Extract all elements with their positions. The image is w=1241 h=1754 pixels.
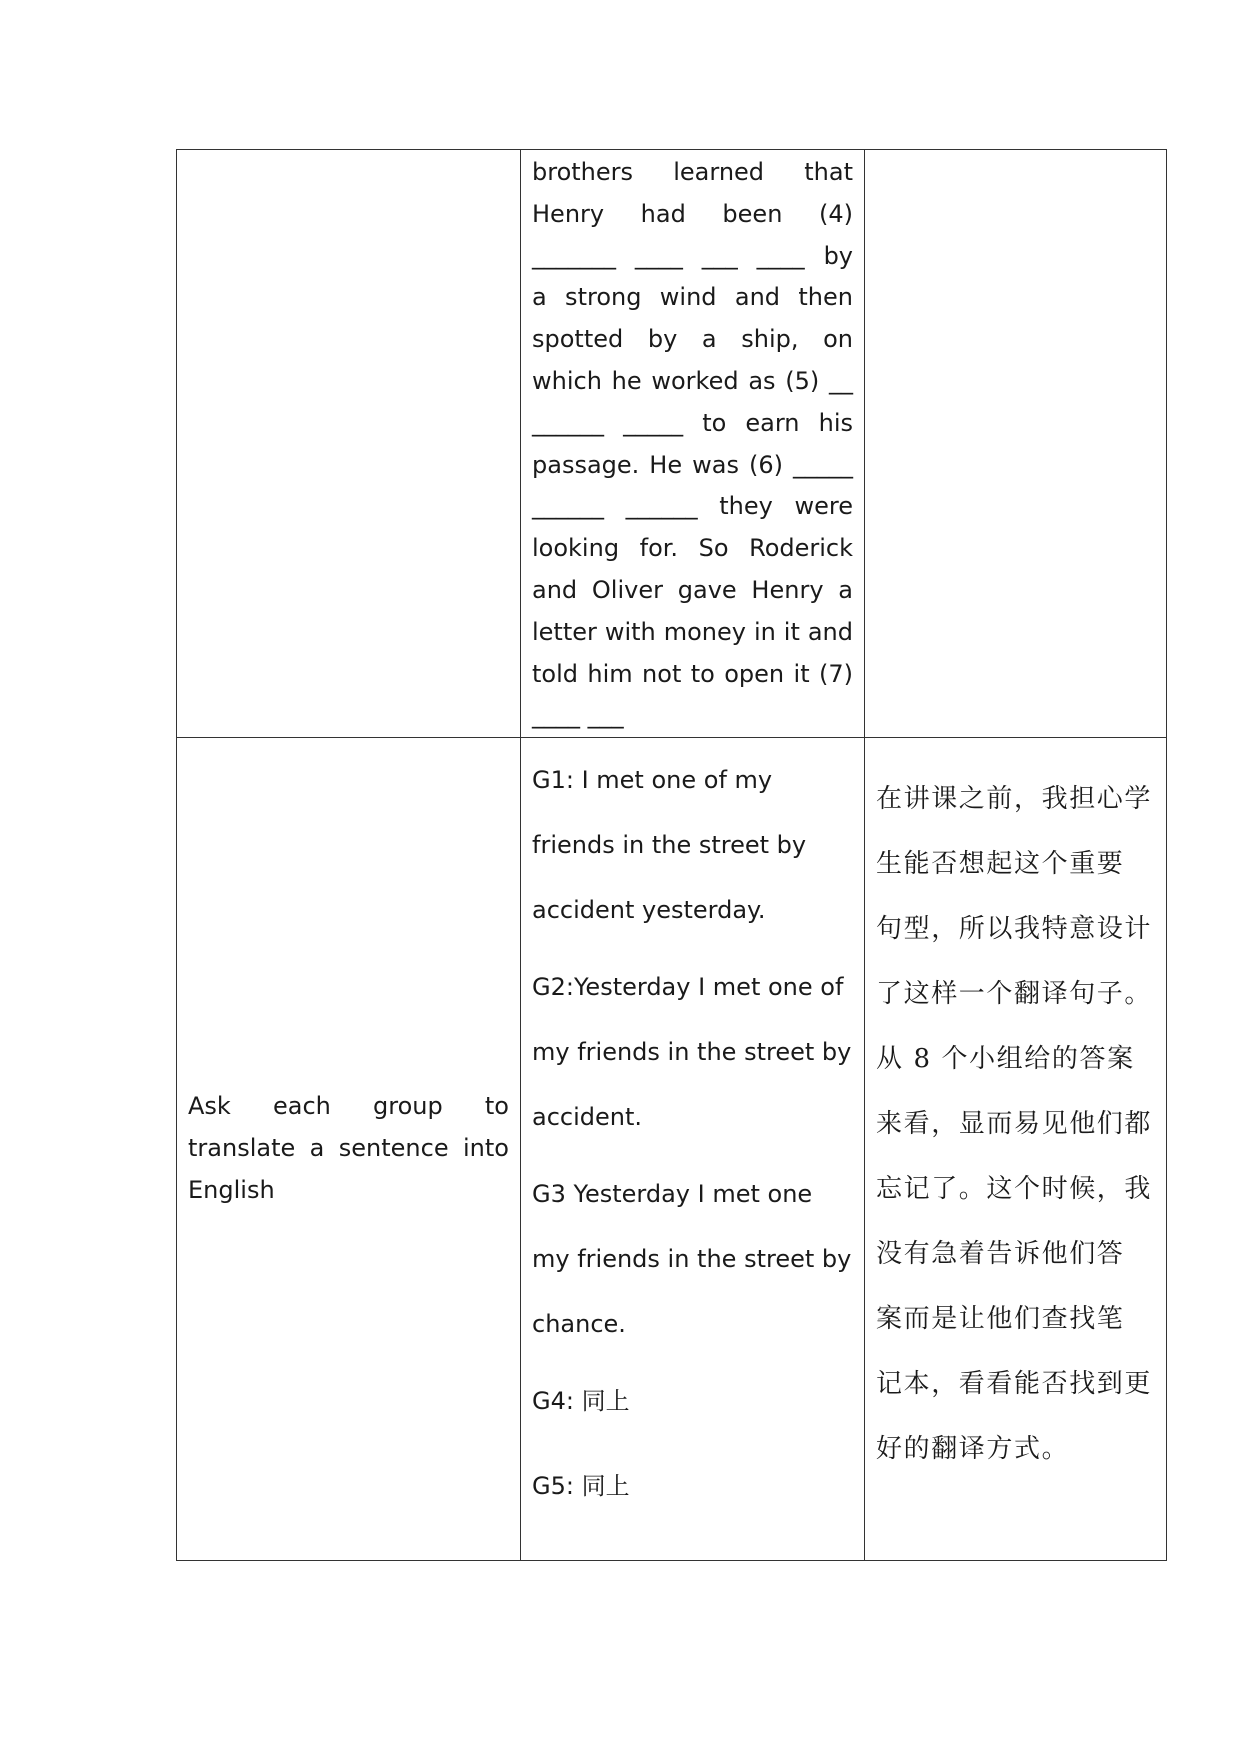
text-line: 生能否想起这个重要 (876, 849, 1125, 880)
text-line: and Oliver gave Henry a (532, 575, 853, 604)
activity-cell (177, 738, 521, 1561)
group-answers (521, 738, 864, 1519)
answer-line: G1: I met one of my (532, 766, 773, 795)
text-line: ____ ___ (532, 701, 624, 730)
text-line: 案而是让他们查找笔 (876, 1304, 1125, 1335)
text-line: told him not to open it (7) (532, 659, 853, 688)
story-cloze-cell (521, 150, 865, 738)
activity-text (177, 1086, 520, 1211)
answer-line: friends in the street by (532, 831, 807, 860)
table-cell-empty (177, 150, 521, 738)
table-cell-empty (865, 150, 1167, 738)
text-line: passage. He was (6) _____ (532, 450, 853, 479)
text-line: 了这样一个翻译句子。 (876, 979, 1153, 1010)
answer-line: G3 Yesterday I met one (532, 1180, 813, 1209)
text-line: looking for. So Roderick (532, 534, 853, 563)
text-line: 好的翻译方式。 (876, 1434, 1070, 1465)
answer-line: my friends in the street by (532, 1245, 852, 1274)
answer-line: chance. (532, 1310, 626, 1339)
text-line: 忘记了。这个时候，我 (876, 1174, 1153, 1205)
text-line: 句型，所以我特意设计 (876, 914, 1153, 945)
reflection-cell (865, 738, 1167, 1561)
text-line: which he worked as (5) __ (532, 366, 853, 395)
answer-line: G5: 同上 (532, 1472, 630, 1501)
teacher-reflection (865, 738, 1166, 1482)
text-line: Henry had been (4) (532, 199, 853, 228)
text-line: English (188, 1176, 275, 1205)
text-line: letter with money in it and (532, 617, 853, 646)
text-line: Ask each group to (188, 1092, 509, 1121)
answer-line: accident. (532, 1103, 643, 1132)
group-answers-cell (521, 738, 865, 1561)
text-line: spotted by a ship, on (532, 325, 853, 354)
story-cloze-text (521, 150, 864, 737)
text-line: 来看，显而易见他们都 (876, 1109, 1153, 1140)
text-line: brothers learned that (532, 158, 853, 186)
text-line: 没有急着告诉他们答 (876, 1239, 1125, 1270)
answer-line: my friends in the street by (532, 1038, 852, 1067)
text-line: ______ _____ to earn his (532, 408, 853, 437)
text-line: 在讲课之前，我担心学 (876, 784, 1153, 815)
table-row (177, 738, 1167, 1561)
text-line: _______ ____ ___ ____ by (532, 241, 853, 270)
answer-line: G2:Yesterday I met one of (532, 973, 844, 1002)
answer-line: accident yesterday. (532, 896, 766, 925)
text-line: 记本，看看能否找到更 (876, 1369, 1153, 1400)
text-line: translate a sentence into (188, 1134, 509, 1163)
text-line: 从 8 个小组给的答案 (876, 1044, 1135, 1075)
text-line: ______ ______ they were (532, 492, 853, 521)
answer-line: G4: 同上 (532, 1387, 630, 1416)
lesson-table (176, 149, 1167, 1561)
text-line: a strong wind and then (532, 283, 853, 312)
table-row (177, 150, 1167, 738)
